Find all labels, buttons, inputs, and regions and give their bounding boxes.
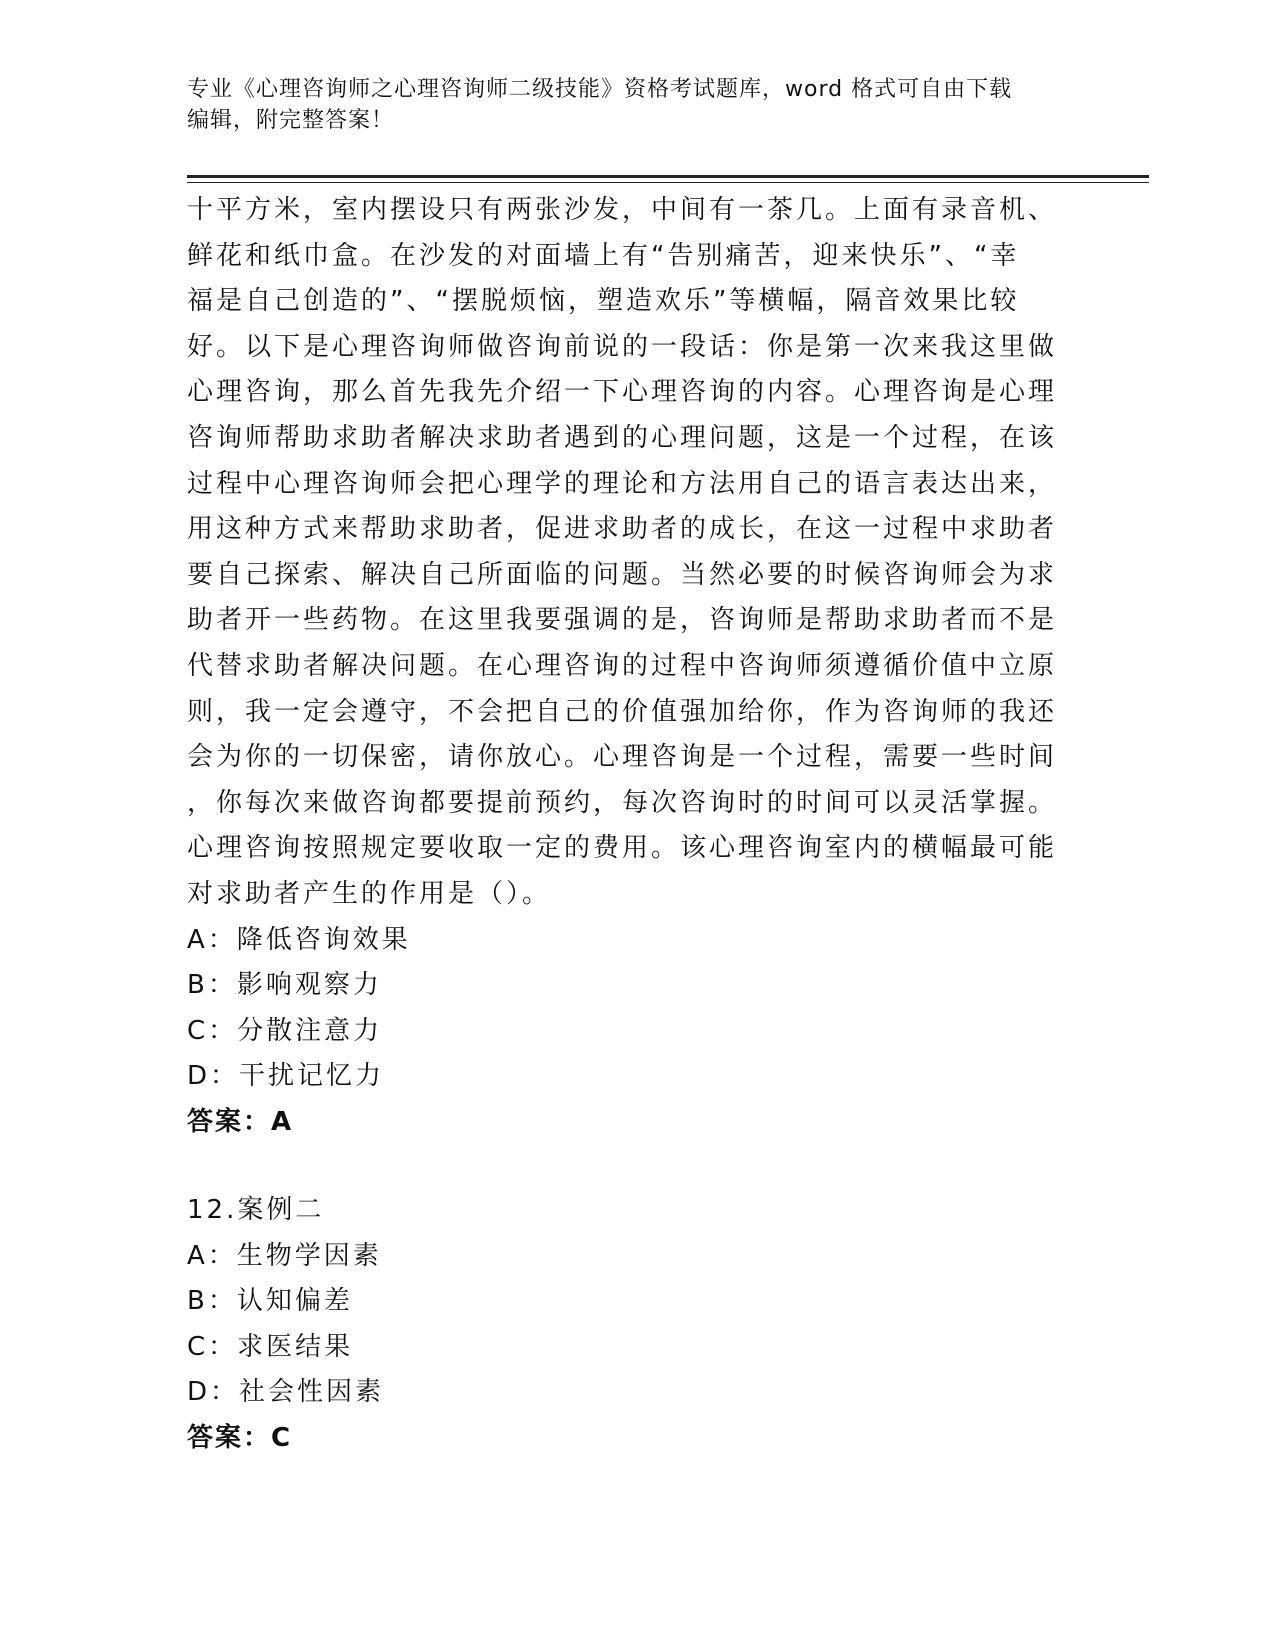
option-c: C：分散注意力 <box>187 1015 383 1046</box>
header-line-2: 编辑，附完整答案！ <box>187 108 395 133</box>
passage-line: 对求助者产生的作用是（）。 <box>187 878 552 909</box>
passage-line: 会为你的一切保密，请你放心。心理咨询是一个过程，需要一些时间 <box>187 742 1058 773</box>
passage-line: 鲜花和纸巾盒。在沙发的对面墙上有“告别痛苦，迎来快乐”、“幸 <box>187 240 1020 271</box>
option-d: D：干扰记忆力 <box>187 1061 385 1092</box>
option-a: A：降低咨询效果 <box>187 924 411 955</box>
passage-line: 福是自己创造的”、“摆脱烦恼，塑造欢乐”等横幅，隔音效果比较 <box>187 286 1020 317</box>
document-header <box>187 74 1067 136</box>
passage-line: 用这种方式来帮助求助者，促进求助者的成长，在这一过程中求助者 <box>187 514 1058 545</box>
header-line-1: 专业《心理咨询师之心理咨询师二级技能》资格考试题库，word 格式可自由下载 <box>187 77 1013 102</box>
passage-line: 则，我一定会遵守，不会把自己的价值强加给你，作为咨询师的我还 <box>187 696 1058 727</box>
option-c: C：求医结果 <box>187 1331 354 1362</box>
passage-line: 咨询师帮助求助者解决求助者遇到的心理问题，这是一个过程，在该 <box>187 422 1058 453</box>
passage-line: 过程中心理咨询师会把心理学的理论和方法用自己的语言表达出来， <box>187 468 1058 499</box>
passage-line: 十平方米，室内摆设只有两张沙发，中间有一茶几。上面有录音机、 <box>187 195 1058 225</box>
header-divider-thick <box>187 175 1149 178</box>
answer-label: 答案：C <box>187 1422 293 1453</box>
answer-label: 答案：A <box>187 1106 294 1137</box>
question-12 <box>187 1188 787 1462</box>
question-passage <box>187 188 1087 1145</box>
option-b: B：认知偏差 <box>187 1286 353 1317</box>
passage-line: ，你每次来做咨询都要提前预约，每次咨询时的时间可以灵活掌握。 <box>187 787 1058 818</box>
header-divider-thin <box>187 182 1149 183</box>
passage-line: 代替求助者解决问题。在心理咨询的过程中咨询师须遵循价值中立原 <box>187 650 1058 681</box>
passage-line: 好。以下是心理咨询师做咨询前说的一段话：你是第一次来我这里做 <box>187 331 1058 362</box>
passage-line: 要自己探索、解决自己所面临的问题。当然必要的时候咨询师会为求 <box>187 559 1058 590</box>
question-title: 12.案例二 <box>187 1195 325 1225</box>
option-b: B：影响观察力 <box>187 970 382 1001</box>
option-a: A：生物学因素 <box>187 1240 382 1271</box>
option-d: D：社会性因素 <box>187 1377 385 1408</box>
passage-line: 心理咨询，那么首先我先介绍一下心理咨询的内容。心理咨询是心理 <box>187 377 1058 408</box>
passage-line: 助者开一些药物。在这里我要强调的是，咨询师是帮助求助者而不是 <box>187 605 1058 636</box>
passage-line: 心理咨询按照规定要收取一定的费用。该心理咨询室内的横幅最可能 <box>187 833 1058 864</box>
